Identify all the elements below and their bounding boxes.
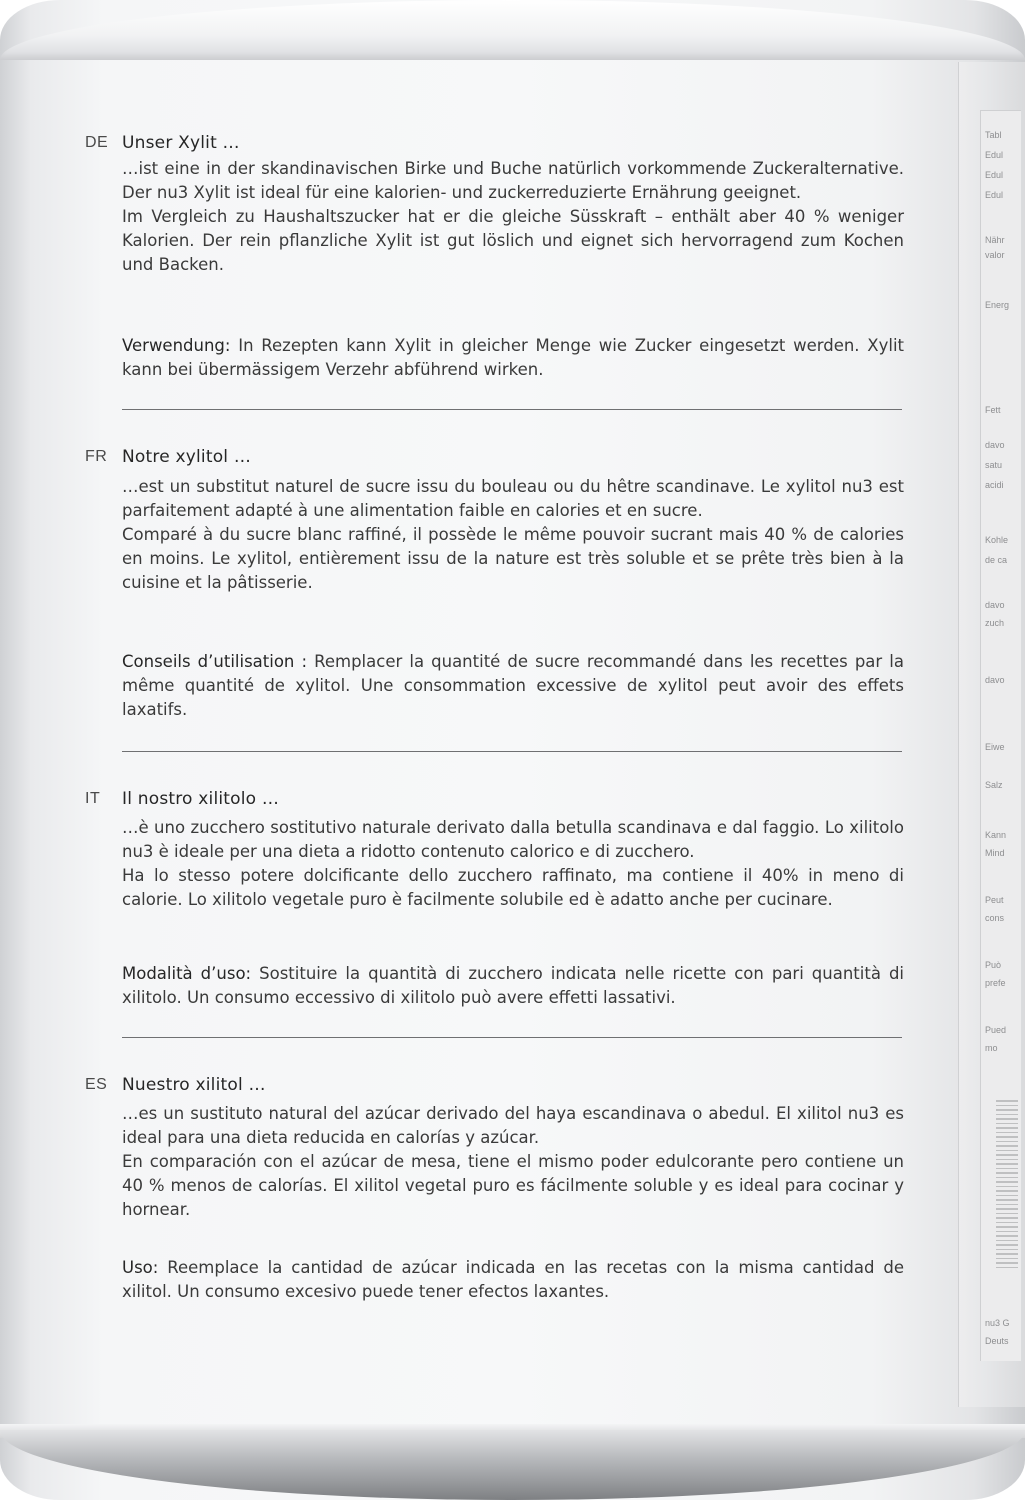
usage-de bbox=[122, 334, 904, 382]
usage-label: Uso: bbox=[122, 1258, 159, 1277]
edge-text: Edul bbox=[985, 170, 1004, 180]
edge-text: valor bbox=[985, 250, 1005, 260]
language-code-it: IT bbox=[85, 790, 101, 807]
edge-text: satu bbox=[985, 460, 1003, 470]
heading-it: Il nostro xilitolo … bbox=[122, 789, 280, 809]
edge-text: davo bbox=[985, 675, 1005, 685]
language-code-de: DE bbox=[85, 134, 109, 151]
usage-text: Sostituire la quantità di zucchero indicata nelle ricette con pari quantità di xilitolo. Un consumo eccessivo di xilitolo può avere effetti lassativi. bbox=[122, 964, 905, 1007]
edge-text: Pued bbox=[985, 1025, 1007, 1035]
edge-text: davo bbox=[985, 600, 1005, 610]
edge-text: Edul bbox=[985, 190, 1004, 200]
paragraph: …è uno zucchero sostitutivo naturale derivato dalla betulla scandinava e dal faggio. Lo xilitolo nu3 è ideale per una dieta a ridotto contenuto calorico e di zucchero. bbox=[122, 818, 904, 861]
edge-text: cons bbox=[985, 913, 1005, 923]
edge-text: zuch bbox=[985, 618, 1005, 628]
usage-es bbox=[122, 1256, 904, 1304]
heading-fr: Notre xylitol … bbox=[122, 447, 252, 467]
edge-text: Nähr bbox=[985, 235, 1005, 245]
language-code-fr: FR bbox=[85, 448, 108, 465]
edge-text: Tabl bbox=[985, 130, 1002, 140]
edge-text: de ca bbox=[985, 555, 1008, 565]
section-divider bbox=[122, 409, 902, 410]
can-lid bbox=[0, 0, 1025, 60]
usage-it bbox=[122, 962, 904, 1010]
edge-text: Kann bbox=[985, 830, 1007, 840]
edge-text: prefe bbox=[985, 978, 1006, 988]
edge-text: Può bbox=[985, 960, 1002, 970]
edge-text: Deuts bbox=[985, 1336, 1009, 1346]
usage-label: Verwendung: bbox=[122, 336, 231, 355]
section-divider bbox=[122, 1037, 902, 1038]
can-base bbox=[0, 1430, 1025, 1500]
paragraph: …es un sustituto natural del azúcar derivado del haya escandinava o abedul. El xilitol nu3 es ideal para una dieta reducida en calorías y azúcar. bbox=[122, 1104, 904, 1147]
body-text-it bbox=[122, 816, 904, 912]
language-code-es: ES bbox=[85, 1076, 108, 1093]
edge-text: Mind bbox=[985, 848, 1005, 858]
body-text-fr bbox=[122, 475, 904, 595]
edge-text: Kohle bbox=[985, 535, 1009, 545]
usage-text: In Rezepten kann Xylit in gleicher Menge wie Zucker eingesetzt werden. Xylit kann bei übermässigem Verzehr abführend wirken. bbox=[122, 336, 905, 379]
edge-text: Fett bbox=[985, 405, 1001, 415]
edge-text: Energ bbox=[985, 300, 1010, 310]
usage-label: Conseils d’utilisation : bbox=[122, 652, 308, 671]
edge-text: Peut bbox=[985, 895, 1004, 905]
edge-text: mo bbox=[985, 1043, 998, 1053]
section-divider bbox=[122, 751, 902, 752]
barcode bbox=[996, 1100, 1018, 1270]
usage-text: Reemplace la cantidad de azúcar indicada en las recetas con la misma cantidad de xilitol. Un consumo excesivo puede tener efectos laxantes. bbox=[122, 1258, 904, 1301]
usage-text: Remplacer la quantité de sucre recommandé dans les recettes par la même quantité de xylitol. Une consommation excessive de xylitol peut avoir des effets laxatifs. bbox=[122, 652, 904, 719]
edge-text: nu3 G bbox=[985, 1318, 1010, 1328]
paragraph: …est un substitut naturel de sucre issu du bouleau ou du hêtre scandinave. Le xylitol nu3 est parfaitement adapté à une alimentation faible en calories et en sucre. bbox=[122, 477, 904, 520]
edge-text: Eiwe bbox=[985, 742, 1005, 752]
edge-text: Salz bbox=[985, 780, 1003, 790]
edge-text: acidi bbox=[985, 480, 1004, 490]
paragraph: Im Vergleich zu Haushaltszucker hat er die gleiche Süsskraft – enthält aber 40 % weniger Kalorien. Der rein pflanzliche Xylit ist gut löslich und eignet sich hervorragend zum Kochen und Backen. bbox=[122, 207, 904, 274]
heading-es: Nuestro xilitol … bbox=[122, 1075, 266, 1095]
paragraph: Comparé à du sucre blanc raffiné, il possède le même pouvoir sucrant mais 40 % de calories en moins. Le xylitol, entièrement issu de la nature est très soluble et se prête très bien à la cuisine et la pâtisserie. bbox=[122, 525, 904, 592]
paragraph: Ha lo stesso potere dolcificante dello zucchero raffinato, ma contiene il 40% in meno di calorie. Lo xilitolo vegetale puro è facilmente solubile ed è adatto anche per cucinare. bbox=[122, 866, 904, 909]
paragraph: En comparación con el azúcar de mesa, tiene el mismo poder edulcorante pero contiene un 40 % menos de calorías. El xilitol vegetal puro es fácilmente soluble y es ideal para cocinar y hornear. bbox=[122, 1152, 904, 1219]
paragraph: …ist eine in der skandinavischen Birke und Buche natürlich vorkommende Zuckeralternative. Der nu3 Xylit ist ideal für eine kalorien- und zuckerreduzierte Ernährung geeignet. bbox=[122, 159, 904, 202]
edge-text: davo bbox=[985, 440, 1005, 450]
edge-text: Edul bbox=[985, 150, 1004, 160]
body-text-de bbox=[122, 157, 904, 277]
heading-de: Unser Xylit … bbox=[122, 133, 240, 153]
usage-label: Modalità d’uso: bbox=[122, 964, 252, 983]
body-text-es bbox=[122, 1102, 904, 1222]
usage-fr bbox=[122, 650, 904, 722]
